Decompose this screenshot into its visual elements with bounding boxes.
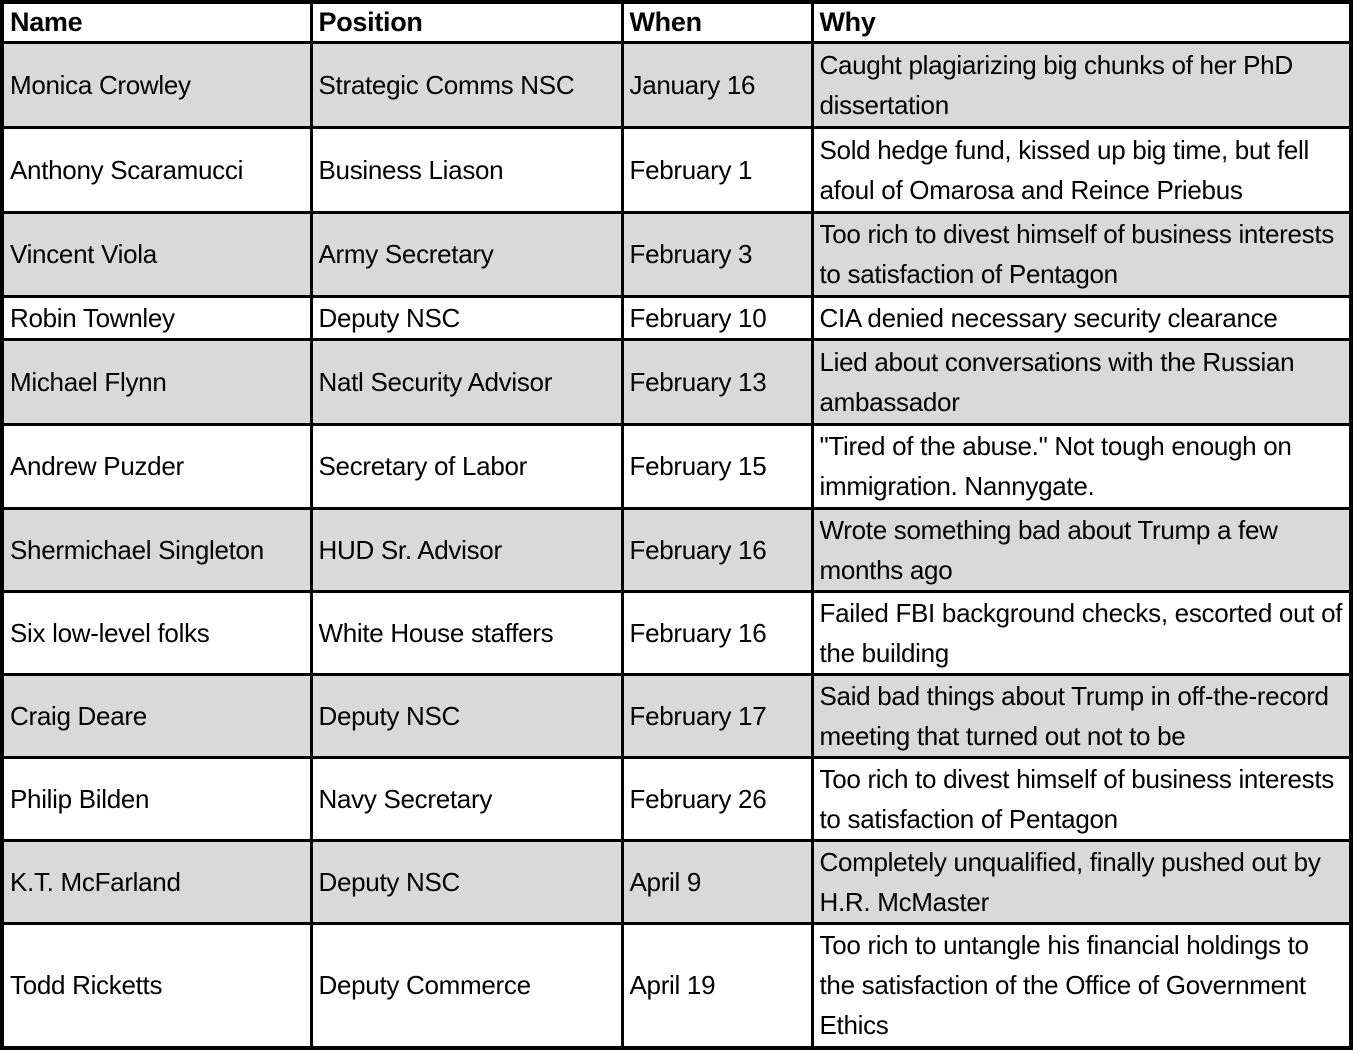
cell-position: Business Liason [311,127,622,212]
cell-when: February 10 [622,296,812,339]
column-header-name: Name [2,2,311,42]
header-row [2,2,1351,42]
cell-when: February 26 [622,757,812,840]
cell-name: Andrew Puzder [2,424,311,508]
table-row [2,424,1351,508]
cell-name: Anthony Scaramucci [2,127,311,212]
cell-why: "Tired of the abuse." Not tough enough on immigration. Nannygate. [812,424,1351,508]
cell-when: February 17 [622,674,812,757]
cell-why: Lied about conversations with the Russian ambassador [812,339,1351,424]
cell-name: Robin Townley [2,296,311,339]
cell-name: Monica Crowley [2,42,311,127]
cell-why: Too rich to untangle his financial holdings to the satisfaction of the Office of Government Ethics [812,923,1351,1048]
cell-position: Strategic Comms NSC [311,42,622,127]
column-header-position: Position [311,2,622,42]
cell-position: Natl Security Advisor [311,339,622,424]
table-row [2,508,1351,591]
cell-why: Said bad things about Trump in off-the-record meeting that turned out not to be [812,674,1351,757]
cell-when: February 1 [622,127,812,212]
table-header [2,2,1351,42]
table-row [2,339,1351,424]
cell-position: Deputy NSC [311,674,622,757]
cell-position: Secretary of Labor [311,424,622,508]
cell-position: Deputy NSC [311,840,622,923]
cell-position: White House staffers [311,591,622,674]
table-row [2,127,1351,212]
cell-why: Caught plagiarizing big chunks of her PhD dissertation [812,42,1351,127]
cell-when: January 16 [622,42,812,127]
cell-why: Too rich to divest himself of business interests to satisfaction of Pentagon [812,757,1351,840]
cell-when: February 16 [622,591,812,674]
cell-name: Michael Flynn [2,339,311,424]
cell-position: HUD Sr. Advisor [311,508,622,591]
cell-name: Todd Ricketts [2,923,311,1048]
table-row [2,923,1351,1048]
table-row [2,840,1351,923]
table-row [2,674,1351,757]
cell-position: Army Secretary [311,212,622,296]
cell-why: Wrote something bad about Trump a few months ago [812,508,1351,591]
cell-name: K.T. McFarland [2,840,311,923]
cell-when: February 15 [622,424,812,508]
cell-name: Craig Deare [2,674,311,757]
cell-why: Completely unqualified, finally pushed out by H.R. McMaster [812,840,1351,923]
table-row [2,591,1351,674]
cell-name: Philip Bilden [2,757,311,840]
table-row [2,42,1351,127]
cell-position: Deputy NSC [311,296,622,339]
cell-why: Failed FBI background checks, escorted out of the building [812,591,1351,674]
column-header-when: When [622,2,812,42]
table-row [2,212,1351,296]
cell-why: Too rich to divest himself of business interests to satisfaction of Pentagon [812,212,1351,296]
cell-why: Sold hedge fund, kissed up big time, but fell afoul of Omarosa and Reince Priebus [812,127,1351,212]
cell-name: Vincent Viola [2,212,311,296]
table-body [2,42,1351,1048]
cell-when: April 9 [622,840,812,923]
cell-when: February 16 [622,508,812,591]
cell-when: February 3 [622,212,812,296]
cell-when: April 19 [622,923,812,1048]
cell-name: Shermichael Singleton [2,508,311,591]
table-row [2,757,1351,840]
table-row [2,296,1351,339]
cell-why: CIA denied necessary security clearance [812,296,1351,339]
cell-when: February 13 [622,339,812,424]
column-header-why: Why [812,2,1351,42]
cell-position: Navy Secretary [311,757,622,840]
cell-position: Deputy Commerce [311,923,622,1048]
cell-name: Six low-level folks [2,591,311,674]
